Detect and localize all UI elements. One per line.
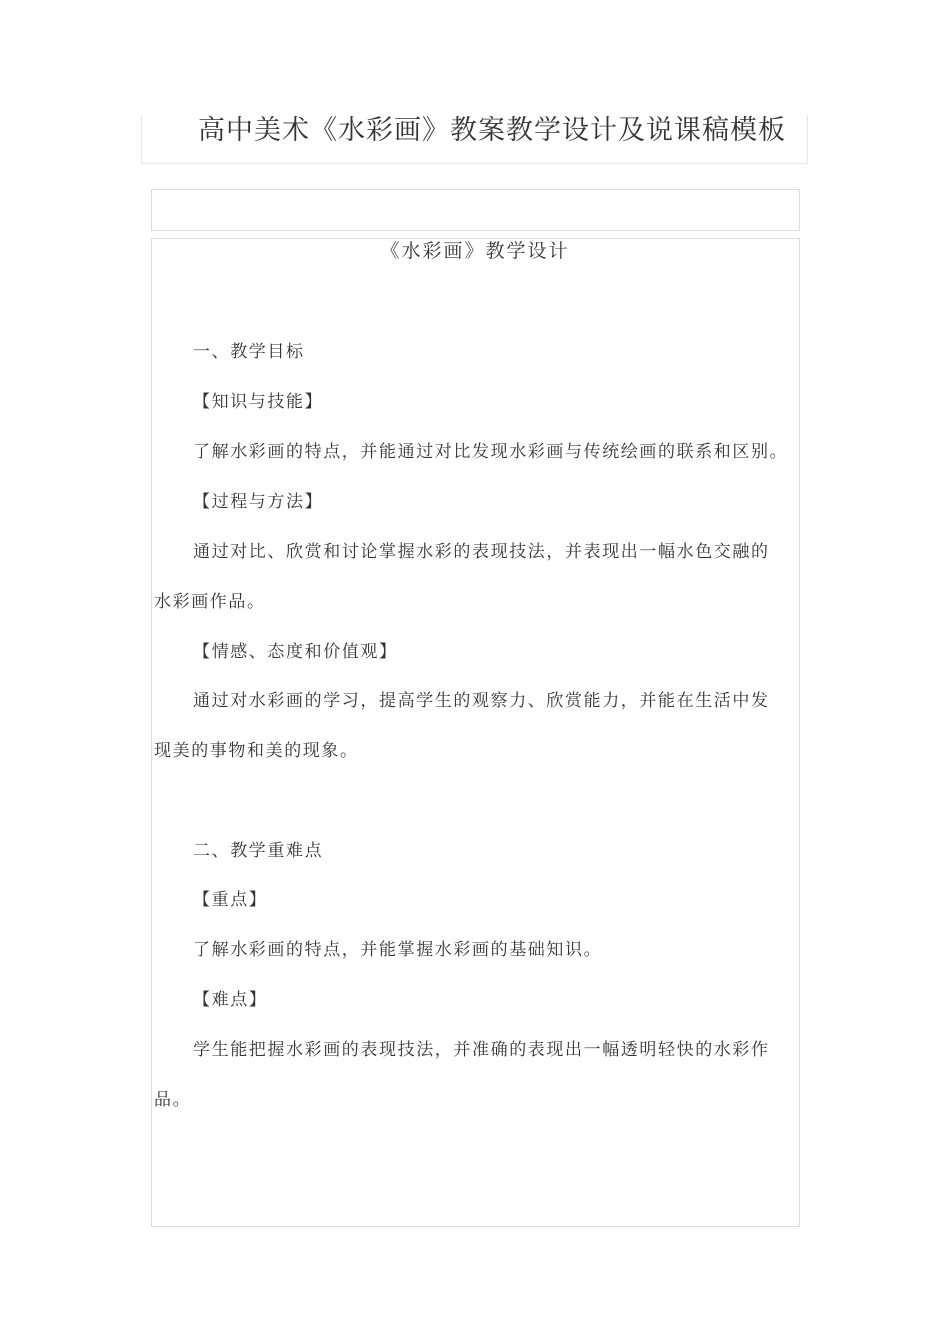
subheading-emotion-values: 【情感、态度和价值观】 [193,642,398,662]
paragraph-line: 现美的事物和美的现象。 [154,741,359,761]
document-title: 高中美术《水彩画》教案教学设计及说课稿模板 [198,115,786,146]
content-table-cell [151,238,800,1227]
heading-key-difficult-points: 二、教学重难点 [193,841,324,861]
paragraph-line: 水彩画作品。 [154,592,266,612]
paragraph-line: 品。 [154,1090,192,1110]
empty-table-cell [151,189,800,231]
paragraph-line: 学生能把握水彩画的表现技法，并准确的表现出一幅透明轻快的水彩作 [193,1040,770,1060]
paragraph-line: 了解水彩画的特点，并能通过对比发现水彩画与传统绘画的联系和区别。 [193,442,789,462]
paragraph-line: 了解水彩画的特点，并能掌握水彩画的基础知识。 [193,940,603,960]
heading-teaching-goals: 一、教学目标 [193,342,305,362]
subheading-difficult-point: 【难点】 [193,990,268,1010]
paragraph-line: 通过对比、欣赏和讨论掌握水彩的表现技法，并表现出一幅水色交融的 [193,542,770,562]
subheading-key-point: 【重点】 [193,890,268,910]
paragraph-line: 通过对水彩画的学习，提高学生的观察力、欣赏能力，并能在生活中发 [193,691,770,711]
section-subtitle: 《水彩画》教学设计 [380,240,570,262]
subheading-process-method: 【过程与方法】 [193,492,324,512]
subheading-knowledge-skills: 【知识与技能】 [193,392,324,412]
